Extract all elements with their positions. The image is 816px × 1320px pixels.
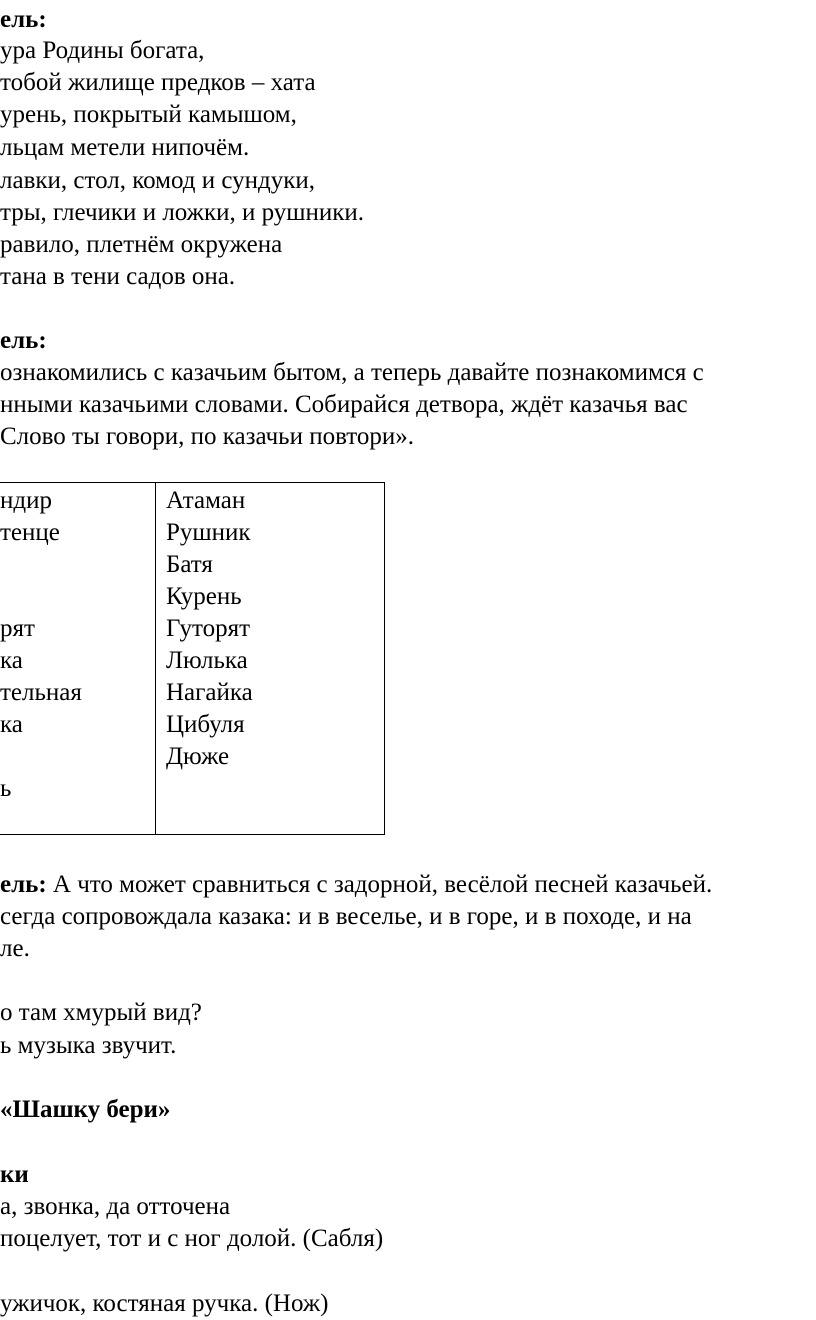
song-line — [0, 870, 712, 900]
table-column-divider — [155, 482, 156, 835]
verse-line: ь музыка звучит. — [0, 1032, 177, 1059]
intro-line: Слово ты говори, по казачьи повтори». — [0, 423, 415, 450]
poem-line: тры, глечики и ложки, и рушники. — [0, 199, 365, 226]
table-cell-right: Атаман — [166, 487, 246, 514]
riddle-line: поцелует, тот и с ног долой. (Сабля) — [0, 1225, 384, 1252]
table-cell-left: ндир — [0, 487, 52, 514]
poem-line: льцам метели нипочём. — [0, 134, 250, 161]
poem-line: тана в тени садов она. — [0, 263, 236, 290]
verse-line: о там хмурый вид? — [0, 999, 202, 1026]
table-cell-right: Нагайка — [166, 679, 253, 706]
table-cell-right: Цибуля — [166, 711, 245, 738]
poem-line: лавки, стол, комод и сундуки, — [0, 167, 315, 194]
riddles-heading: ки — [0, 1161, 29, 1188]
table-cell-left: рят — [0, 615, 35, 642]
riddle-line: ужичок, костяная ручка. (Нож) — [0, 1290, 329, 1317]
table-cell-left: ь — [0, 775, 12, 802]
game-title-line — [0, 1095, 170, 1125]
table-cell-right: Люлька — [166, 647, 248, 674]
song-line: ле. — [0, 935, 30, 962]
intro-line: ознакомились с казачьим бытом, а теперь давайте познакомимся с — [0, 359, 704, 386]
poem-line: ура Родины богата, — [0, 37, 205, 64]
table-cell-left: ка — [0, 647, 23, 674]
table-cell-right: Дюже — [166, 743, 230, 770]
table-cell-right: Курень — [166, 583, 242, 610]
table-cell-right: Гуторят — [166, 615, 251, 642]
poem-line: равило, плетнём окружена — [0, 231, 283, 258]
intro-line: нными казачьими словами. Собирайся детвора, ждёт казачья вас — [0, 391, 688, 418]
poem-speaker-label: ель: — [0, 6, 47, 33]
table-cell-left: тенце — [0, 519, 60, 546]
poem-line: тобой жилище предков – хата — [0, 69, 316, 96]
table-cell-left: тельная — [0, 679, 82, 706]
table-cell-right: Рушник — [166, 519, 251, 546]
table-cell-right: Батя — [166, 551, 213, 578]
table-cell-left: ка — [0, 711, 23, 738]
song-speaker-label: ель: — [0, 871, 47, 898]
song-text: А что может сравниться с задорной, весёлой песней казачьей. — [46, 871, 713, 898]
intro-speaker-label: ель: — [0, 327, 47, 354]
game-title: «Шашку бери» — [0, 1096, 171, 1123]
poem-line: урень, покрытый камышом, — [0, 101, 297, 128]
song-line: сегда сопровождала казака: и в веселье, и в горе, и в походе, и на — [0, 903, 692, 930]
riddle-line: а, звонка, да отточена — [0, 1193, 231, 1220]
